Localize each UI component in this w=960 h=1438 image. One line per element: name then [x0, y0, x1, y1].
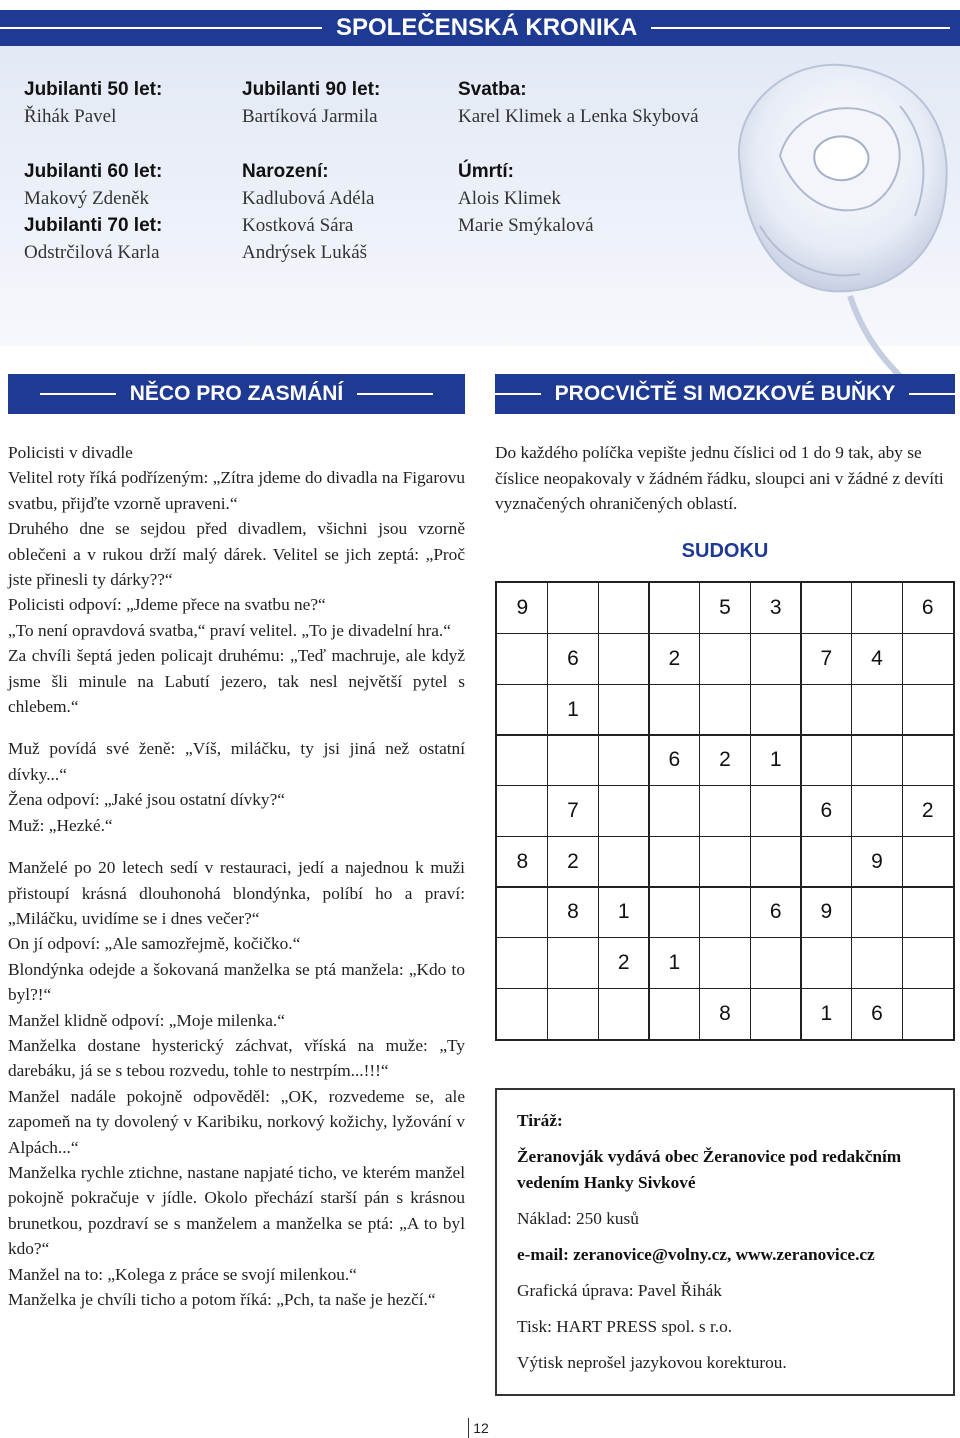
sudoku-cell[interactable] — [801, 684, 852, 735]
section-title: PROCVIČTĚ SI MOZKOVÉ BUŇKY — [554, 382, 896, 405]
jubilee-90-name: Bartíková Jarmila — [242, 106, 378, 127]
sudoku-grid — [495, 581, 955, 1041]
sudoku-cell[interactable]: 9 — [820, 900, 833, 924]
sudoku-cell[interactable] — [548, 735, 599, 786]
sudoku-cell[interactable] — [902, 988, 953, 1039]
birth-name: Kadlubová Adéla — [242, 188, 375, 209]
sudoku-cell[interactable]: 6 — [567, 646, 579, 670]
sudoku-cell[interactable] — [852, 583, 903, 634]
header-rule — [651, 27, 950, 29]
section-title: SPOLEČENSKÁ KRONIKA — [336, 14, 638, 41]
jubilee-70-label: Jubilanti 70 let: — [24, 215, 163, 236]
kronika-column-1 — [24, 76, 162, 266]
sudoku-cell[interactable] — [598, 735, 649, 786]
sudoku-cell[interactable]: 1 — [668, 950, 681, 974]
births-label: Narození: — [242, 161, 329, 182]
sudoku-cell[interactable] — [902, 684, 953, 735]
sudoku-cell[interactable]: 1 — [820, 1001, 833, 1025]
sudoku-cell[interactable] — [649, 786, 700, 837]
wedding-label: Svatba: — [458, 79, 527, 100]
sudoku-cell[interactable] — [649, 836, 700, 887]
sudoku-cell[interactable]: 6 — [820, 798, 833, 822]
kronika-column-2 — [242, 76, 380, 266]
joke-line: Blondýnka odejde a šokovaná manželka se ptá manžela: „Kdo to byl?!“ — [8, 959, 465, 1005]
sudoku-cell[interactable] — [497, 634, 548, 685]
sudoku-cell[interactable] — [801, 938, 852, 989]
sudoku-cell[interactable]: 1 — [769, 748, 782, 772]
sudoku-cell[interactable] — [598, 634, 649, 685]
kronika-column-3 — [458, 76, 699, 239]
jubilee-90-label: Jubilanti 90 let: — [242, 79, 381, 100]
imprint-print-run: Náklad: 250 kusů — [517, 1209, 639, 1228]
sudoku-cell[interactable]: 6 — [668, 748, 681, 772]
imprint-box — [495, 1088, 955, 1396]
sudoku-cell[interactable] — [750, 634, 801, 685]
sudoku-cell[interactable] — [497, 684, 548, 735]
sudoku-cell[interactable] — [852, 887, 903, 938]
joke-line: Manželka je chvíli ticho a potom říká: „Pch, ta naše je hezčí.“ — [8, 1290, 436, 1309]
sudoku-cell[interactable]: 2 — [567, 849, 579, 873]
sudoku-cell[interactable] — [548, 988, 599, 1039]
sudoku-cell[interactable] — [598, 684, 649, 735]
section-header-kronika — [0, 10, 960, 46]
jubilee-70-name: Odstrčilová Karla — [24, 242, 160, 263]
sudoku-cell[interactable] — [497, 786, 548, 837]
jokes-column — [8, 440, 465, 1312]
joke-line: Velitel roty říká podřízeným: „Zítra jdeme do divadla na Figarovu svatbu, přijďte vzorně upraveni.“ — [8, 468, 465, 513]
sudoku-cell[interactable]: 6 — [769, 900, 782, 924]
sudoku-cell[interactable] — [700, 634, 751, 685]
sudoku-cell[interactable]: 5 — [719, 596, 731, 620]
sudoku-cell[interactable] — [598, 988, 649, 1039]
joke-line: Manželka dostane hysterický záchvat, vříská na muže: „Ty darebáku, já se s tebou rozvedu, tohle to nestrpím...!!!“ — [8, 1035, 465, 1081]
sudoku-cell[interactable] — [750, 684, 801, 735]
kronika-panel — [0, 46, 960, 346]
sudoku-cell[interactable] — [750, 786, 801, 837]
joke-line: Manžel na to: „Kolega z práce se svojí milenkou.“ — [8, 1264, 357, 1284]
sudoku-cell[interactable] — [598, 583, 649, 634]
death-name: Alois Klimek — [458, 188, 561, 209]
sudoku-cell[interactable] — [649, 887, 700, 938]
sudoku-cell[interactable] — [700, 786, 751, 837]
sudoku-cell[interactable]: 6 — [871, 1001, 883, 1025]
sudoku-cell[interactable]: 3 — [769, 596, 782, 620]
header-rule — [0, 27, 322, 29]
joke-line: Za chvíli šeptá jeden policajt druhému: „Teď machruje, ale když jsme šli minule na Labutí jezero, tak nesl největší pytel s chlebem.“ — [8, 646, 465, 717]
header-rule — [495, 393, 541, 395]
header-rule — [357, 393, 433, 395]
sudoku-cell[interactable] — [902, 938, 953, 989]
imprint-heading: Tiráž: — [517, 1111, 563, 1130]
sudoku-cell[interactable]: 2 — [719, 748, 731, 772]
sudoku-cell[interactable]: 2 — [668, 646, 681, 670]
section-header-laugh — [8, 374, 465, 414]
sudoku-cell[interactable]: 9 — [871, 849, 883, 873]
sudoku-cell[interactable] — [598, 836, 649, 887]
imprint-contact: e-mail: zeranovice@volny.cz, www.zeranovice.cz — [517, 1245, 875, 1264]
sudoku-cell[interactable]: 7 — [567, 798, 579, 822]
jubilee-50-label: Jubilanti 50 let: — [24, 79, 163, 100]
sudoku-cell[interactable]: 4 — [871, 646, 883, 670]
sudoku-cell[interactable] — [902, 634, 953, 685]
sudoku-cell[interactable] — [801, 836, 852, 887]
sudoku-cell[interactable] — [598, 786, 649, 837]
joke-line: Policisti odpoví: „Jdeme přece na svatbu ne?“ — [8, 595, 326, 615]
sudoku-cell[interactable] — [801, 735, 852, 786]
joke-line: Manželka rychle ztichne, nastane napjaté ticho, ve kterém manžel pokojně pokračuje v jídle. Okolo přechází starší pán s krásnou brunetkou, pozdraví se s manželem a manželka se ptá: „A to byl kdo?“ — [8, 1162, 465, 1259]
sudoku-cell[interactable] — [700, 887, 751, 938]
sudoku-cell[interactable]: 8 — [719, 1001, 731, 1025]
sudoku-cell[interactable]: 6 — [921, 596, 934, 620]
sudoku-cell[interactable] — [750, 938, 801, 989]
sudoku-cell[interactable] — [649, 583, 700, 634]
deaths-label: Úmrtí: — [458, 161, 514, 182]
joke-line: „To není opravdová svatba,“ praví velitel. „To je divadelní hra.“ — [8, 620, 451, 640]
joke-line: Žena odpoví: „Jaké jsou ostatní dívky?“ — [8, 790, 285, 810]
sudoku-cell[interactable] — [852, 684, 903, 735]
joke-line: Policisti v divadle — [8, 443, 133, 462]
jubilee-60-label: Jubilanti 60 let: — [24, 161, 163, 182]
sudoku-cell[interactable] — [902, 887, 953, 938]
rose-image — [700, 46, 960, 376]
sudoku-cell[interactable] — [902, 735, 953, 786]
jubilee-50-name: Řihák Pavel — [24, 106, 117, 127]
sudoku-cell[interactable] — [852, 786, 903, 837]
sudoku-cell[interactable]: 2 — [617, 950, 630, 974]
sudoku-cell[interactable] — [649, 684, 700, 735]
sudoku-cell[interactable]: 7 — [820, 646, 833, 670]
sudoku-cell[interactable] — [497, 988, 548, 1039]
joke-line: Druhého dne se sejdou před divadlem, všichni jsou vzorně oblečeni a v rukou drží malý dárek. Velitel se jich zeptá: „Proč jste přinesli ty dárky??“ — [8, 519, 465, 590]
sudoku-cell[interactable] — [649, 988, 700, 1039]
sudoku-cell[interactable]: 2 — [921, 798, 934, 822]
sudoku-cell[interactable] — [700, 684, 751, 735]
sudoku-cell[interactable] — [700, 836, 751, 887]
sudoku-cell[interactable] — [548, 583, 599, 634]
section-header-brain — [495, 374, 955, 414]
sudoku-cell[interactable] — [750, 988, 801, 1039]
sudoku-cell[interactable] — [700, 938, 751, 989]
joke-line: On jí odpoví: „Ale samozřejmě, kočičko.“ — [8, 934, 301, 954]
sudoku-cell[interactable] — [548, 938, 599, 989]
birth-name: Andrýsek Lukáš — [242, 242, 368, 263]
sudoku-title: SUDOKU — [681, 540, 769, 562]
header-rule — [909, 393, 955, 395]
sudoku-cell[interactable] — [902, 836, 953, 887]
joke-line: Muž povídá své ženě: „Víš, miláčku, ty jsi jiná než ostatní dívky...“ — [8, 739, 465, 784]
sudoku-instructions: Do každého políčka vepište jednu číslici od 1 do 9 tak, aby se číslice neopakovaly v žádném řádku, sloupci ani v žádné z devíti vyznačených ohraničených oblastí. — [495, 443, 944, 514]
header-rule — [40, 393, 116, 395]
imprint-graphics: Grafická úprava: Pavel Řihák — [517, 1281, 722, 1300]
imprint-printer: Tisk: HART PRESS spol. s r.o. — [517, 1317, 733, 1336]
sudoku-cell[interactable] — [750, 836, 801, 887]
birth-name: Kostková Sára — [242, 215, 354, 236]
sudoku-cell[interactable] — [852, 735, 903, 786]
sudoku-cell[interactable]: 9 — [516, 596, 529, 620]
joke-line: Manžel klidně odpoví: „Moje milenka.“ — [8, 1010, 285, 1030]
section-title: NĚCO PRO ZASMÁNÍ — [129, 382, 344, 405]
imprint-note: Výtisk neprošel jazykovou korekturou. — [517, 1353, 787, 1372]
page-number: 12 — [468, 1418, 493, 1438]
death-name: Marie Smýkalová — [458, 215, 594, 236]
sudoku-cell[interactable]: 1 — [567, 697, 579, 721]
sudoku-cell[interactable]: 8 — [516, 849, 529, 873]
imprint-publisher: Žeranovják vydává obec Žeranovice pod redakčním vedením Hanky Sivkové — [517, 1147, 902, 1192]
sudoku-cell[interactable] — [852, 938, 903, 989]
wedding-names: Karel Klimek a Lenka Skybová — [458, 106, 699, 127]
sudoku-cell[interactable] — [497, 938, 548, 989]
jubilee-60-name: Makový Zdeněk — [24, 188, 150, 209]
joke-line: Manžel nadále pokojně odpověděl: „OK, rozvedeme se, ale zapomeň na ty dovolený v Karibiku, norkový kožichy, lyžování v Alpách...“ — [8, 1086, 465, 1157]
joke-line: Manželé po 20 letech sedí v restauraci, jedí a najednou k muži přistoupí krásná dlouhonohá blondýnka, políbí ho a praví: „Miláčku, uvidíme se i dnes večer?“ — [8, 858, 465, 928]
sudoku-cell[interactable] — [497, 887, 548, 938]
sudoku-cell[interactable]: 8 — [567, 900, 579, 924]
sudoku-cell[interactable]: 1 — [617, 900, 630, 924]
sudoku-cell[interactable] — [497, 735, 548, 786]
sudoku-cell[interactable] — [801, 583, 852, 634]
joke-line: Muž: „Hezké.“ — [8, 815, 113, 835]
